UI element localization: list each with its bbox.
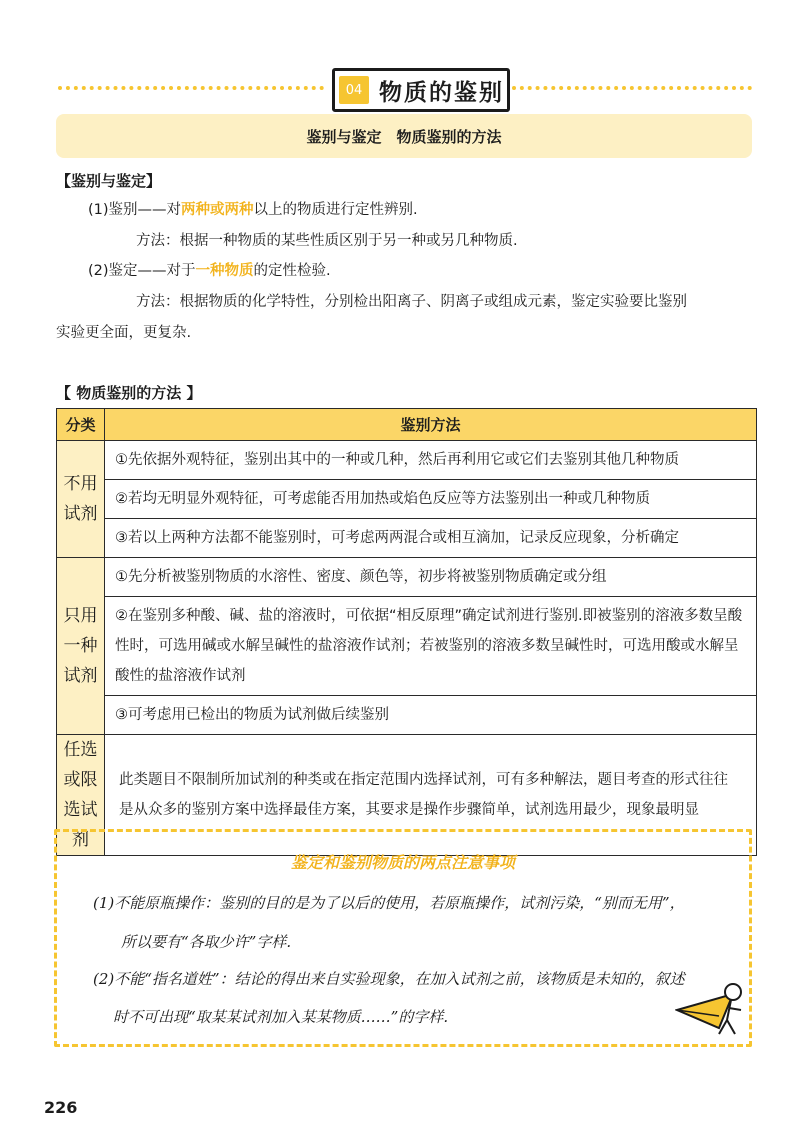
method-cell: ②若均无明显外观特征，可考虑能否用加热或焰色反应等方法鉴别出一种或几种物质	[105, 480, 757, 519]
section1-heading: 【鉴别与鉴定】	[56, 172, 162, 190]
method-cell: ①先分析被鉴别物质的水溶性、密度、颜色等，初步将被鉴别物质确定或分组	[105, 558, 757, 597]
methods-table	[56, 408, 757, 856]
notes-title: 鉴定和鉴别物质的两点注意事项	[290, 853, 515, 872]
method-cell: ③若以上两种方法都不能鉴别时，可考虑两两混合或相互滴加，记录反应现象，分析确定	[105, 519, 757, 558]
method-cell: ②在鉴别多种酸、碱、盐的溶液时，可依据“相反原理”确定试剂进行鉴别.即被鉴别的溶液多数呈酸性时，可选用碱或水解呈碱性的盐溶液作试剂；若被鉴别的溶液多数呈碱性时，可选用酸或水解呈酸性的盐溶液作试剂	[105, 597, 757, 696]
table-row	[57, 597, 757, 696]
chapter-title: 物质的鉴别	[379, 79, 504, 106]
method-cell: ③可考虑用已检出的物质为试剂做后续鉴别	[105, 696, 757, 735]
item2-method-line1: 方法：根据物质的化学特性，分别检出阳离子、阴离子或组成元素，鉴定实验要比鉴别	[136, 294, 687, 310]
item2-highlight: 一种物质	[195, 263, 254, 279]
chapter-number: 04	[339, 76, 369, 104]
paper-plane-stickman-icon	[675, 980, 745, 1040]
item2-prefix: (2)鉴定——对于	[88, 263, 196, 279]
table-row	[57, 441, 757, 480]
category-one-reagent: 只用一种试剂	[57, 558, 105, 735]
item1-method: 方法：根据一种物质的某些性质区别于另一种或另几种物质.	[136, 233, 518, 249]
item2-suffix: 的定性检验.	[253, 263, 331, 279]
method-cell: ①先依据外观特征，鉴别出其中的一种或几种，然后再利用它或它们去鉴别其他几种物质	[105, 441, 757, 480]
topic-bar: 鉴别与鉴定 物质鉴别的方法	[56, 114, 752, 158]
header-dotted-line-right	[512, 86, 752, 90]
item1-highlight: 两种或两种	[181, 202, 254, 218]
header-category: 分类	[57, 409, 105, 441]
item2-method-line2: 实验更全面，更复杂.	[56, 325, 192, 341]
note1-line1: (1)不能原瓶操作：鉴别的目的是为了以后的使用，若原瓶操作，试剂污染，“别而无用”，	[93, 894, 685, 912]
note1-line2: 所以要有“各取少许”字样.	[121, 933, 292, 951]
page-number: 226	[44, 1098, 78, 1117]
chapter-header	[332, 68, 510, 112]
category-no-reagent: 不用试剂	[57, 441, 105, 558]
item1-definition	[88, 198, 418, 219]
table-row	[57, 696, 757, 735]
table-row	[57, 480, 757, 519]
note2-line1: (2)不能“指名道姓”：结论的得出来自实验现象，在加入试剂之前，该物质是未知的，叙述	[93, 970, 685, 988]
note2-line2: 时不可出现“取某某试剂加入某某物质……”的字样.	[113, 1008, 449, 1026]
category-optional-reagent: 任选或限选试剂	[57, 735, 105, 856]
item1-prefix: (1)鉴别——对	[88, 202, 182, 218]
table-row	[57, 558, 757, 597]
header-method: 鉴别方法	[105, 409, 757, 441]
item2-definition	[88, 259, 331, 280]
method-cell: 此类题目不限制所加试剂的种类或在指定范围内选择试剂，可有多种解法，题目考查的形式往往是从众多的鉴别方案中选择最佳方案，其要求是操作步骤简单，试剂选用最少，现象最明显	[105, 735, 757, 856]
header-dotted-line-left	[58, 86, 324, 90]
notes-box	[54, 829, 752, 1047]
table-row	[57, 519, 757, 558]
item1-suffix: 以上的物质进行定性辨别.	[253, 202, 418, 218]
section2-heading: 【 物质鉴别的方法 】	[56, 384, 202, 402]
table-header-row	[57, 409, 757, 441]
